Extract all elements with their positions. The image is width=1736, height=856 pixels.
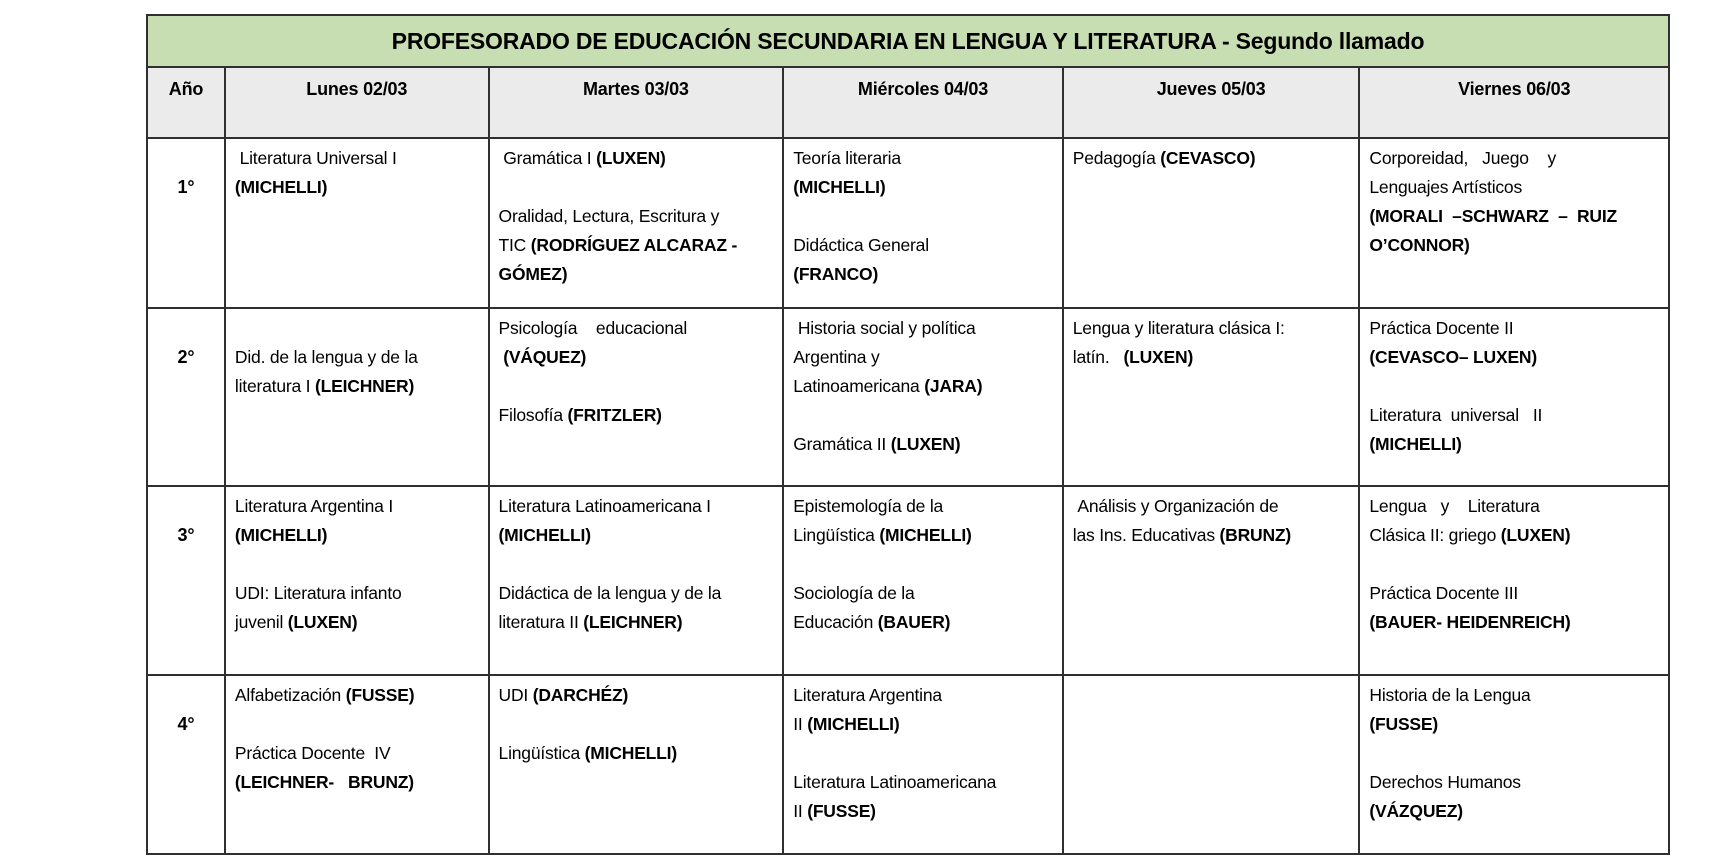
schedule-cell-line: Literatura universal II (1369, 405, 1543, 425)
schedule-cell-line (235, 550, 479, 579)
schedule-cell-line (1369, 372, 1659, 401)
schedule-cell-line: Educación (BAUER) (793, 612, 951, 632)
schedule-cell (1359, 486, 1669, 675)
schedule-cell-line: Gramática II (LUXEN) (793, 434, 961, 454)
schedule-cell-line: Pedagogía (CEVASCO) (1072, 148, 1256, 168)
schedule-cell-line (1369, 739, 1659, 768)
schedule-cell-line: Lenguajes Artísticos (1369, 177, 1523, 197)
schedule-cell-line: Sociología de la (793, 583, 915, 603)
schedule-cell-line (235, 710, 479, 739)
schedule-cell-line: (CEVASCO– LUXEN) (1369, 347, 1537, 367)
year-label: 4° (147, 675, 225, 854)
schedule-cell (1063, 486, 1360, 675)
schedule-cell-line: (FUSSE) (1369, 714, 1438, 734)
schedule-cell (1063, 308, 1360, 486)
schedule-cell-line: Epistemología de la (793, 496, 944, 516)
schedule-cell-line (499, 372, 774, 401)
schedule-cell-line: II (FUSSE) (793, 801, 876, 821)
schedule-cell-line: (MICHELLI) (793, 177, 886, 197)
schedule-table (146, 14, 1670, 855)
schedule-cell (489, 486, 784, 675)
schedule-cell (489, 138, 784, 308)
schedule-cell-line: Alfabetización (FUSSE) (234, 685, 415, 705)
title-row (147, 15, 1669, 67)
schedule-cell-line: juvenil (LUXEN) (234, 612, 358, 632)
schedule-cell-line: Práctica Docente II (1369, 318, 1514, 338)
year-label: 1° (147, 138, 225, 308)
schedule-cell-line: las Ins. Educativas (BRUNZ) (1072, 525, 1292, 545)
schedule-cell (489, 308, 784, 486)
schedule-cell-line: TIC (RODRÍGUEZ ALCARAZ - (498, 235, 738, 255)
schedule-cell (1359, 675, 1669, 854)
schedule-cell-line: (VÁQUEZ) (503, 347, 587, 367)
schedule-cell-line: Gramática I (LUXEN) (498, 148, 666, 168)
col-header-thursday: Jueves 05/03 (1063, 67, 1360, 138)
table-row (147, 308, 1669, 486)
schedule-cell-line: Literatura Argentina I (234, 496, 393, 516)
schedule-cell-line: (MICHELLI) (234, 525, 328, 545)
schedule-cell-line (499, 173, 774, 202)
table-title: PROFESORADO DE EDUCACIÓN SECUNDARIA EN LENGUA Y LITERATURA - Segundo llamado (147, 15, 1669, 67)
schedule-cell (225, 138, 489, 308)
schedule-cell-line: Historia social y política (793, 318, 976, 338)
col-header-friday: Viernes 06/03 (1359, 67, 1669, 138)
schedule-cell-line: Teoría literaria (793, 148, 901, 168)
schedule-cell-line: literatura I (LEICHNER) (234, 376, 415, 396)
schedule-cell (225, 675, 489, 854)
schedule-cell-line: Latinoamericana (JARA) (793, 376, 983, 396)
schedule-cell-line: (MICHELLI) (498, 525, 591, 545)
schedule-cell-line (1369, 550, 1659, 579)
schedule-cell-line: Argentina y (793, 347, 880, 367)
schedule-cell-line: Did. de la lengua y de la (234, 347, 418, 367)
schedule-cell-line: Literatura Latinoamericana I (498, 496, 711, 516)
schedule-cell (1063, 675, 1360, 854)
schedule-cell-line: Filosofía (FRITZLER) (498, 405, 662, 425)
schedule-cell-line: GÓMEZ) (498, 264, 568, 284)
schedule-cell-line: Psicología educacional (498, 318, 688, 338)
schedule-cell-line: UDI: Literatura infanto (234, 583, 402, 603)
schedule-cell-line: Literatura Argentina (793, 685, 942, 705)
schedule-cell (783, 675, 1063, 854)
schedule-cell-line (793, 401, 1053, 430)
schedule-cell-line: Literatura Latinoamericana (793, 772, 997, 792)
table-row (147, 675, 1669, 854)
schedule-cell-line: Derechos Humanos (1369, 772, 1521, 792)
schedule-cell-line (793, 739, 1053, 768)
year-label: 2° (147, 308, 225, 486)
schedule-cell-line: Lengua y Literatura (1369, 496, 1540, 516)
col-header-tuesday: Martes 03/03 (489, 67, 784, 138)
schedule-cell-line: Lengua y literatura clásica I: (1072, 318, 1285, 338)
table-row (147, 486, 1669, 675)
schedule-cell (783, 486, 1063, 675)
schedule-cell-line (499, 710, 774, 739)
col-header-wednesday: Miércoles 04/03 (783, 67, 1063, 138)
schedule-cell-line: (LEICHNER- BRUNZ) (234, 772, 414, 792)
schedule-cell-line: Historia de la Lengua (1369, 685, 1531, 705)
schedule-cell-line: Lingüística (MICHELLI) (793, 525, 972, 545)
schedule-cell (783, 308, 1063, 486)
schedule-cell-line (793, 202, 1053, 231)
schedule-cell-line: Didáctica de la lengua y de la (498, 583, 722, 603)
schedule-cell-line: Didáctica General (793, 235, 929, 255)
schedule-cell (225, 308, 489, 486)
schedule-cell-line: II (MICHELLI) (793, 714, 900, 734)
schedule-cell (489, 675, 784, 854)
schedule-cell-line: (MICHELLI) (234, 177, 328, 197)
schedule-cell (225, 486, 489, 675)
schedule-cell-line: Corporeidad, Juego y (1369, 148, 1557, 168)
schedule-cell (1359, 138, 1669, 308)
col-header-year: Año (147, 67, 225, 138)
year-label: 3° (147, 486, 225, 675)
schedule-cell-line: Práctica Docente IV (234, 743, 391, 763)
schedule-cell-line: UDI (DARCHÉZ) (498, 685, 629, 705)
schedule-cell-line: (VÁZQUEZ) (1369, 801, 1463, 821)
schedule-cell-line: (MICHELLI) (1369, 434, 1462, 454)
schedule-cell-line: Práctica Docente III (1369, 583, 1519, 603)
schedule-cell-line: Literatura Universal I (234, 148, 397, 168)
schedule-cell-line: (MORALI –SCHWARZ – RUIZ (1369, 206, 1617, 226)
schedule-cell-line: O’CONNOR) (1369, 235, 1470, 255)
schedule-cell-line: latín. (LUXEN) (1072, 347, 1194, 367)
schedule-cell-line: Oralidad, Lectura, Escritura y (498, 206, 720, 226)
schedule-cell-line: (FRANCO) (793, 264, 879, 284)
schedule-cell-line (793, 550, 1053, 579)
schedule-cell-line: Análisis y Organización de (1072, 496, 1279, 516)
schedule-cell (1359, 308, 1669, 486)
table-row (147, 138, 1669, 308)
schedule-cell-line: Lingüística (MICHELLI) (498, 743, 677, 763)
schedule-cell-line: (BAUER- HEIDENREICH) (1369, 612, 1571, 632)
schedule-cell (1063, 138, 1360, 308)
schedule-cell-line: literatura II (LEICHNER) (498, 612, 683, 632)
schedule-cell (783, 138, 1063, 308)
col-header-monday: Lunes 02/03 (225, 67, 489, 138)
day-header-row (147, 67, 1669, 138)
schedule-cell-line (499, 550, 774, 579)
schedule-body (147, 138, 1669, 854)
schedule-cell-line: Clásica II: griego (LUXEN) (1369, 525, 1571, 545)
schedule-cell-line (235, 314, 479, 343)
